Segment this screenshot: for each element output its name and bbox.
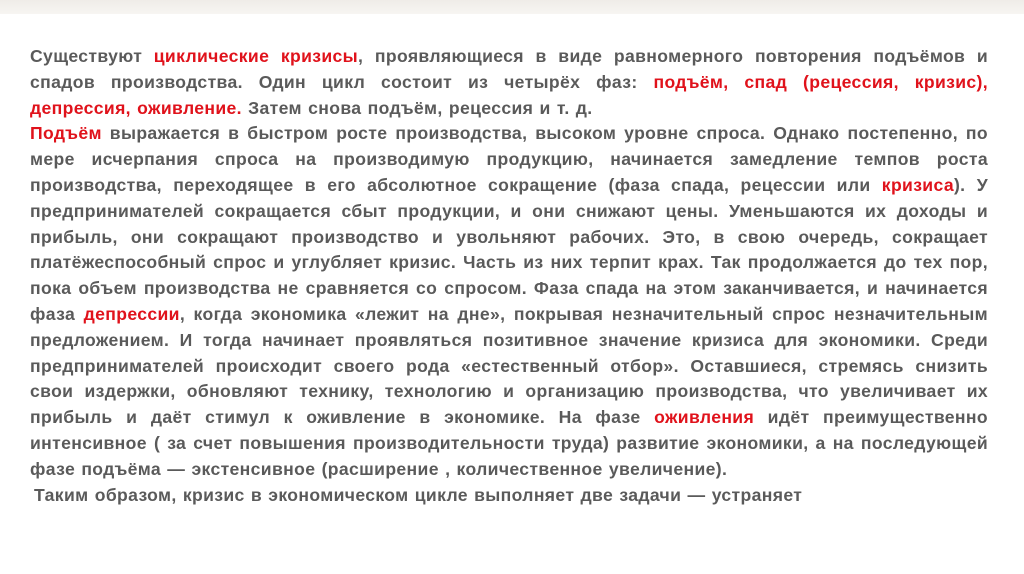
text-segment: ). У предпринимателей сокращается сбыт продукции, и они снижают цены. Уменьшаются их доходы и прибыль, они сокращают производство и увольняют рабочих. Это, в свою очередь, сокращает платёжеспособный спрос и углубляет кризис. Часть из них терпит крах. Так продолжается до тех пор, пока объем производства не сравняется со спросом. Фаза спада на этом заканчивается, и начинается фаза [30,174,988,324]
text-segment: выражается в быстром росте производства, высоком уровне спроса. Однако постепенно, по мере исчерпания спроса на производимую продукцию, начинается замедление темпов роста производства, переходящее в его абсолютное сокращение (фаза спада, рецессии или [30,123,988,195]
text-segment: Таким образом, кризис в экономическом цикле выполняет две задачи — устраняет [34,484,803,505]
highlight-phases-list: подъём, спад (рецессия, кризис), депрессия, оживление. [30,71,988,118]
highlight-upswing: Подъём [30,123,102,144]
paragraph-cycle-intro [30,44,988,121]
slide-text-body [30,44,988,508]
text-segment: идёт преимущественно интенсивное ( за счет повышения производительности труда) развитие экономики, а на последующей фазе подъёма — экстенсивное (расширение , количественное увеличение). [30,407,988,479]
highlight-crisis: кризиса [881,174,954,195]
top-decorative-band [0,0,1024,14]
text-segment: Существуют [30,46,154,66]
highlight-depression: депрессии [83,303,180,324]
text-segment: , когда экономика «лежит на дне», покрывая незначительный спрос незначительным предложением. И тогда начинает проявляться позитивное значение кризиса для экономики. Среди предпринимателей происходит своего рода «естественный отбор». Оставшиеся, стремясь снизить свои издержки, обновляют технику, технологию и организацию производства, что увеличивает их прибыль и даёт стимул к оживление в экономике. На фазе [30,303,988,428]
highlight-recovery: оживления [654,407,755,428]
highlight-cyclical-crises: циклические кризисы [153,46,359,66]
text-segment: , проявляющиеся в виде равномерного повторения подъёмов и спадов производства. Один цикл состоит из четырёх фаз: [30,46,988,92]
text-segment: Затем снова подъём, рецессия и т. д. [241,97,593,118]
paragraph-conclusion [30,483,988,509]
paragraph-phases-description [30,121,988,482]
